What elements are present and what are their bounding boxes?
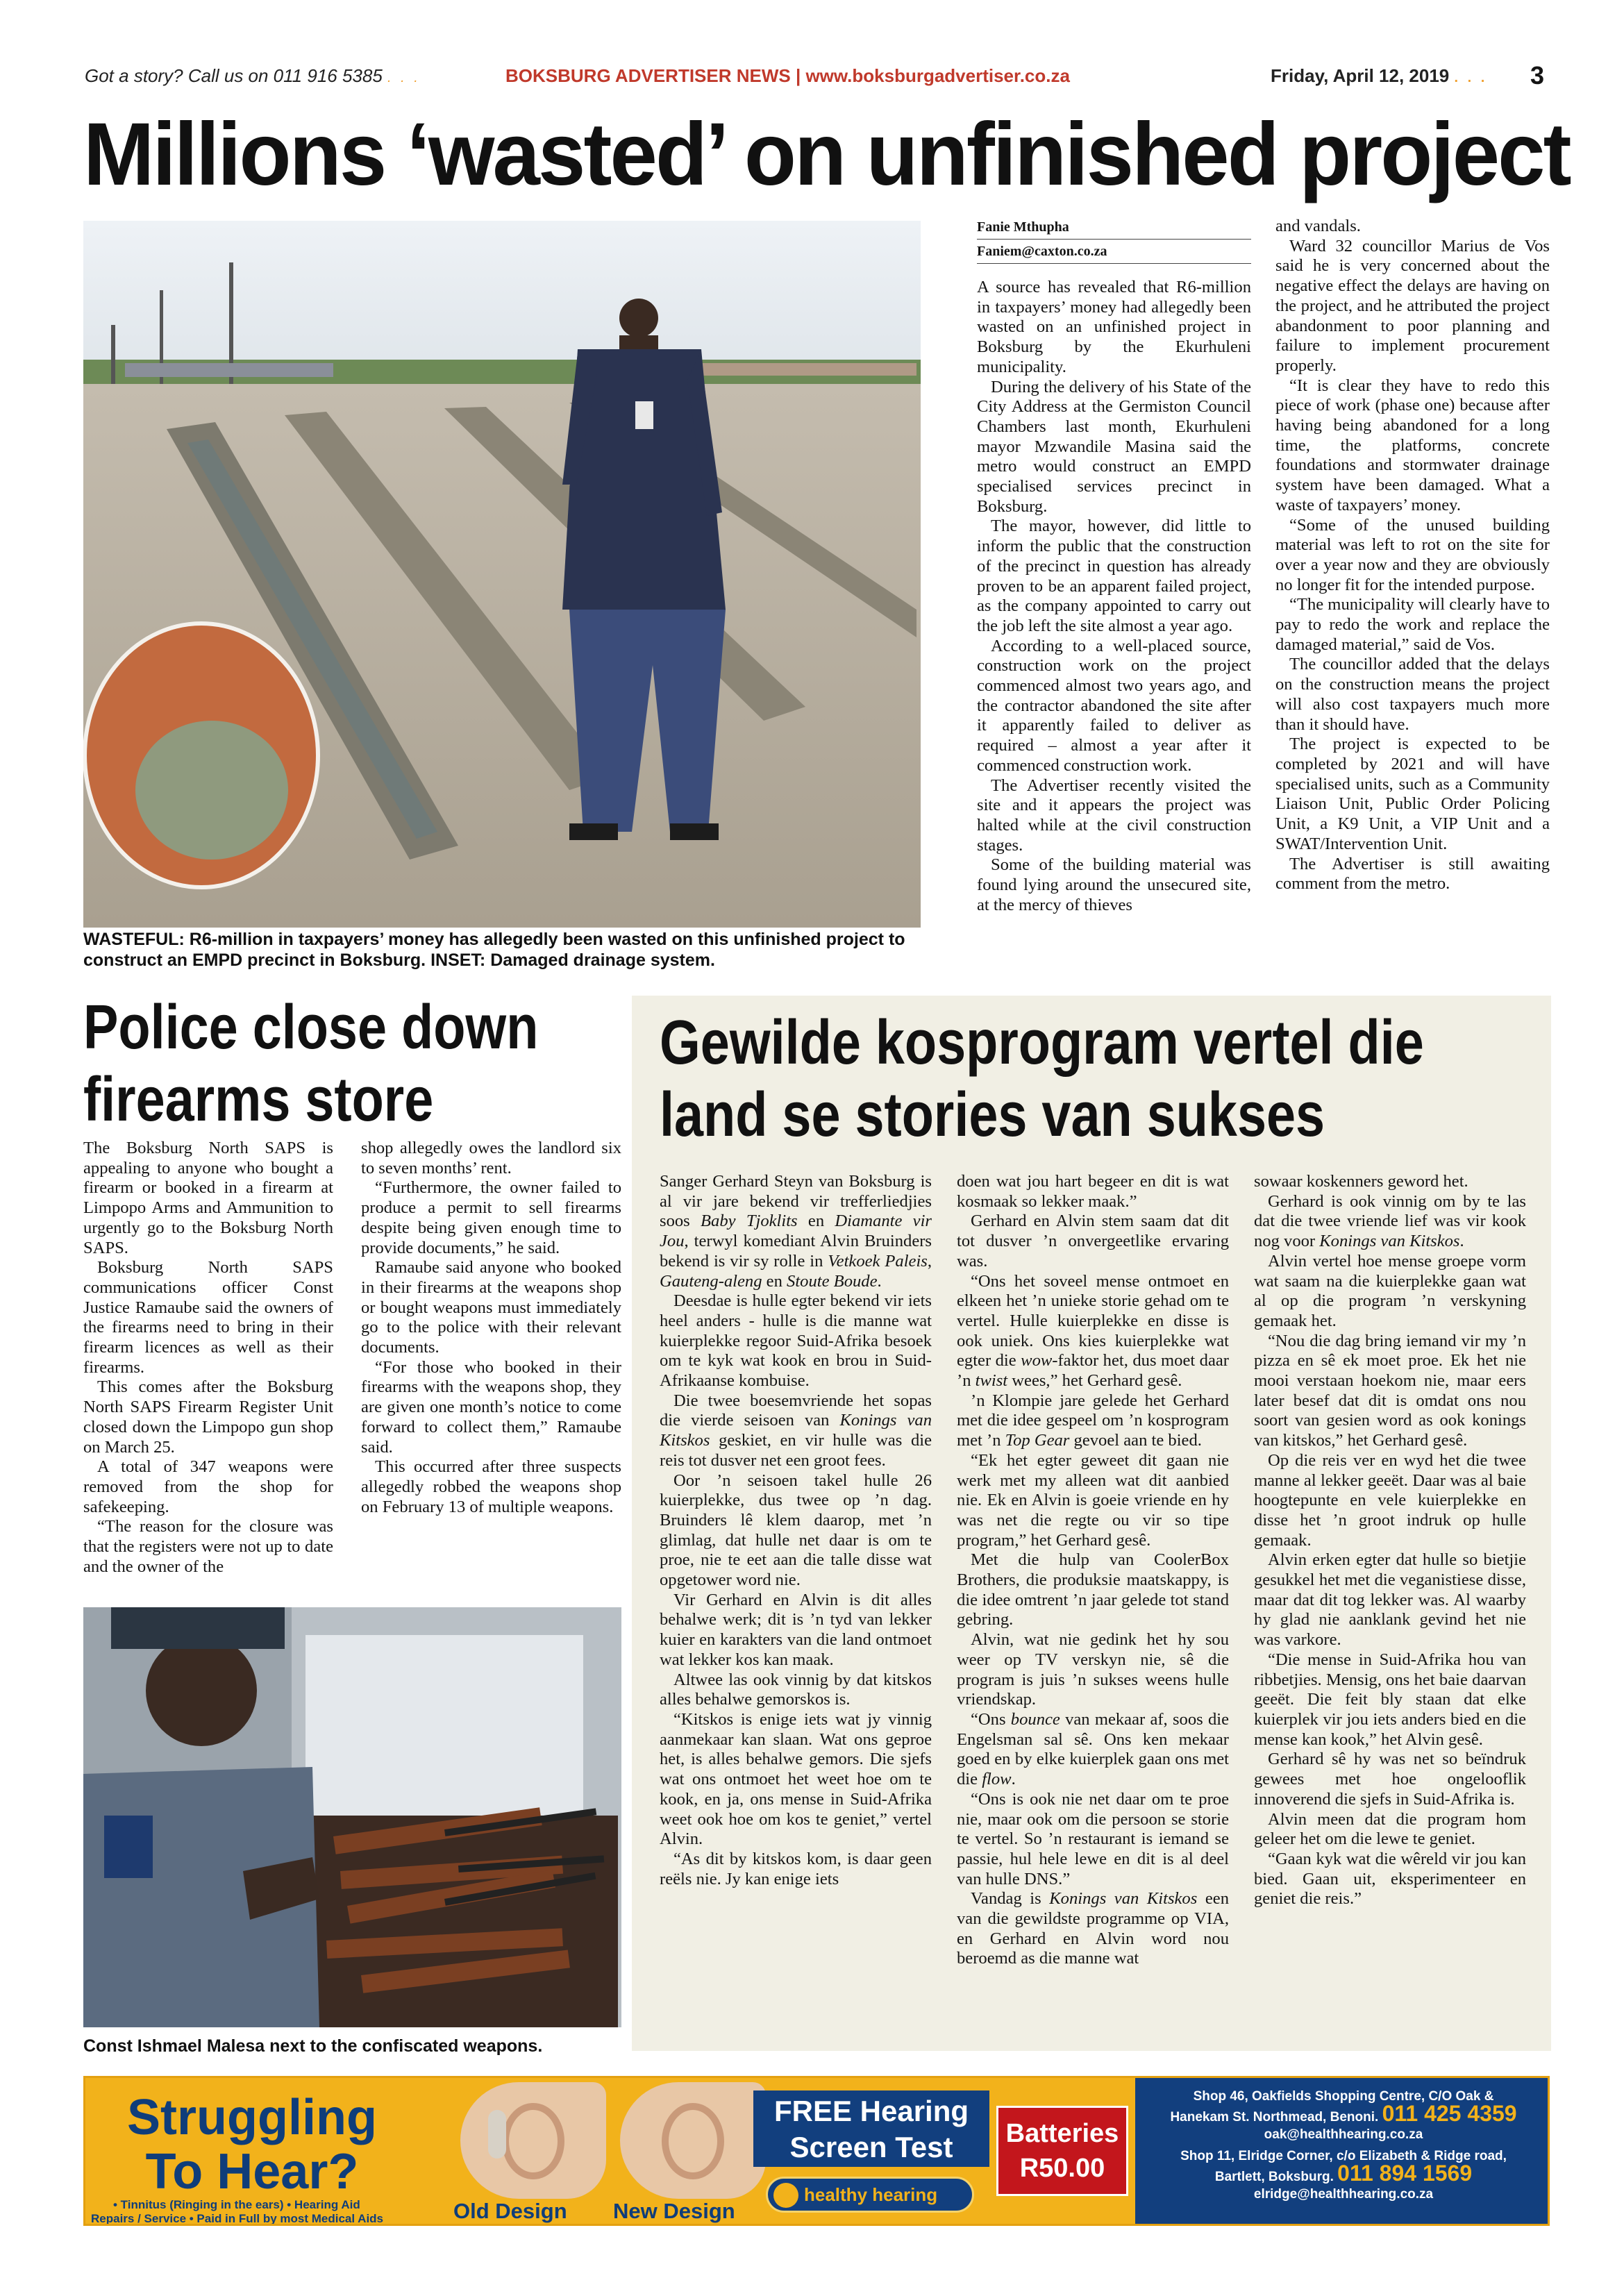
- paragraph: Altwee las ook vinnig by dat kitskos alles behalwe gemorskos is.: [660, 1670, 932, 1709]
- store-2-phone[interactable]: 011 894 1569: [1337, 2161, 1473, 2186]
- page-number: 3: [1530, 61, 1545, 90]
- paragraph: Gerhard sê hy was net so beïndruk gewees met hoe ongelooflik innoverend die sjefs in Suid-Afrika is.: [1254, 1750, 1526, 1809]
- paragraph: “Ek het egter geweet dit gaan nie werk met my alleen wat dit aanbied nie. Ek en Alvin is goeie vriende en hy was net die regte ou vir so tipe program,” het Gerhard gesê.: [957, 1450, 1229, 1550]
- paragraph: Deesdae is hulle egter bekend vir iets heel anders - hulle is die manne wat kuierplekke regoor Suid-Afrika besoek om te kyk wat kook en brou in Suid-Afrikaanse kombuise.: [660, 1291, 932, 1391]
- paragraph: The Advertiser is still awaiting comment from the metro.: [1275, 854, 1550, 894]
- free-test-line-1: FREE Hearing: [773, 2095, 969, 2127]
- paragraph: Sanger Gerhard Steyn van Boksburg is al vir jare bekend vir trefferliedjies soos Baby Tjoklits en Diamante vir Jou, terwyl komediant Alvin Bruinders bekend is vir sy rolle in Vetkoek Paleis, Gauteng-aleng en Stoute Boude.: [660, 1172, 932, 1291]
- ad-services-line-2: Repairs / Service • Paid in Full by most Medical Aids: [91, 2212, 384, 2225]
- batteries-price: R50.00: [1019, 2154, 1105, 2183]
- paragraph: “The municipality will clearly have to pay to redo the work and replace the damaged material,” said de Vos.: [1275, 595, 1550, 654]
- store-addresses: [1135, 2078, 1550, 2226]
- lead-headline: Millions ‘wasted’ on unfinished project: [83, 105, 1570, 204]
- paragraph: Alvin vertel hoe mense groepe vorm wat saam na die kuierplekke gaan wat al op die program ’n verskyning gemaak het.: [1254, 1251, 1526, 1330]
- paragraph: Ramaube said anyone who booked in their firearms at the weapons shop or bought weapons must immediately go to the police with their relevant documents.: [361, 1258, 621, 1357]
- paragraph: Alvin erken egter dat hulle so bietjie gesukkel het met die veganistiese disse, maar dat dit tog lekker was. Al waarby hy glad nie aanklank gevind het nie was varkore.: [1254, 1550, 1526, 1650]
- paragraph: A source has revealed that R6-million in taxpayers’ money had allegedly been wasted on an unfinished project in Boksburg by the Ekurhuleni municipality.: [977, 278, 1251, 376]
- store-2-address-line-2: Bartlett, Boksburg. 011 894 1569: [1214, 2161, 1473, 2186]
- afrikaans-column-3: [1254, 1172, 1526, 1909]
- paragraph: “As dit by kitskos kom, is daar geen reëls nie. Jy kan enige iets: [660, 1849, 932, 1888]
- paragraph: “Kitskos is enige iets wat jy vinnig aanmekaar kan slaan. Wat ons geproe het, is alles behalwe gemors. Die sjefs wat ons ontmoet het weet hoe om te kook, en ja, ons mense in Suid-Afrika weet ook hoe om kos te geniet,” vertel Alvin.: [660, 1709, 932, 1849]
- paragraph: doen wat jou hart begeer en dit is wat kosmaak so lekker maak.”: [957, 1172, 1229, 1211]
- paragraph: Die twee boesemvriende het sopas die vierde seisoen van Konings van Kitskos geskiet, en vir hulle was die reis tot dusver net een groot fees.: [660, 1391, 932, 1470]
- free-test-line-2: Screen Test: [789, 2131, 953, 2163]
- paragraph: Ward 32 councillor Marius de Vos said he is very concerned about the negative effect the delays are having on the project, and he attributed the project abandonment to poor planning and failure to implement procurement properly.: [1275, 236, 1550, 375]
- paragraph: The project is expected to be completed by 2021 and will have specialised units, such as a Community Liaison Unit, Public Order Policing Unit, a K9 Unit, a VIP Unit and a SWAT/Intervention Unit.: [1275, 735, 1550, 853]
- afrikaans-headline: Gewilde kosprogram vertel die land se stories van sukses: [660, 1008, 1424, 1150]
- ear-old-design-image: [460, 2082, 606, 2199]
- batteries-badge[interactable]: [996, 2106, 1128, 2196]
- paragraph: Boksburg North SAPS communications officer Const Justice Ramaube said the owners of the firearms need to bring in their firearm licences as well as their firearms.: [83, 1258, 333, 1377]
- ad-new-design-label: New Design: [613, 2199, 735, 2223]
- paragraph: Alvin, wat nie gedink het hy sou weer op TV verskyn nie, sê die program is juis ’n sukses weens hulle vriendskap.: [957, 1630, 1229, 1709]
- paragraph: Gerhard en Alvin stem saam dat dit tot dusver ’n onvergeetlike ervaring was.: [957, 1212, 1229, 1271]
- paragraph: and vandals.: [1275, 217, 1361, 235]
- lead-photo: [83, 221, 921, 928]
- free-test-box[interactable]: [753, 2090, 989, 2167]
- police-photo-caption: Const Ishmael Malesa next to the confiscated weapons.: [83, 2036, 543, 2056]
- logo-text: healthy hearing: [804, 2184, 938, 2205]
- ad-headline-line-1: Struggling: [127, 2090, 377, 2145]
- police-column-1: [83, 1139, 333, 1577]
- afrikaans-column-1: [660, 1172, 932, 1889]
- paragraph: Met die hulp van CoolerBox Brothers, die produksie maatskappy, is die idee omtrent ’n jaar gelede tot stand gebring.: [957, 1550, 1229, 1629]
- paragraph: sowaar koskenners geword het.: [1254, 1172, 1468, 1191]
- paragraph: According to a well-placed source, construction work on the project commenced almost two years ago, and the contractor abandoned the site after it apparently failed to deliver as required – almost a year after it commenced construction work.: [977, 636, 1251, 775]
- paragraph: “Some of the unused building material was left to rot on the site for over a year now and they are obviously no longer fit for the intended purpose.: [1275, 515, 1550, 594]
- lead-byline: [977, 215, 1251, 264]
- paragraph: The mayor, however, did little to inform the public that the construction of the precinct in question has already proven to be an apparent failed project, as the company appointed to carry out the job left the site almost a year ago.: [977, 517, 1251, 635]
- store-2-address-line-1: Shop 11, Elridge Corner, c/o Elizabeth & Ridge road,: [1180, 2149, 1507, 2163]
- batteries-label: Batteries: [1005, 2119, 1119, 2148]
- ad-services-line-1: • Tinnitus (Ringing in the ears) • Hearing Aid: [113, 2198, 360, 2211]
- folio-story-line: Got a story? Call us on 011 916 5385 . . .: [85, 65, 421, 86]
- paragraph: “Die mense in Suid-Afrika hou van ribbetjies. Mensig, ons het baie daarvan geeët. Die feit bly staan dat elke kuierplek vir jou iets anders bied en die mense kan kook,” het Alvin gesê.: [1254, 1650, 1526, 1749]
- store-1-address-line-2: Hanekam St. Northmead, Benoni. 011 425 4359: [1170, 2101, 1517, 2126]
- paragraph: During the delivery of his State of the City Address at the Germiston Council Chambers last month, Ekurhuleni mayor Mzwandile Masina said the metro would construct an EMPD specialised services precinct in Boksburg.: [977, 377, 1251, 516]
- paragraph: shop allegedly owes the landlord six to seven months’ rent.: [361, 1139, 621, 1178]
- byline-name: Fanie Mthupha: [977, 215, 1251, 240]
- paragraph: “The reason for the closure was that the registers were not up to date and the owner of the: [83, 1517, 333, 1576]
- ad-old-design-label: Old Design: [453, 2199, 567, 2223]
- folio-date: Friday, April 12, 2019 . . .: [1271, 65, 1488, 86]
- paragraph: “Ons het soveel mense ontmoet en elkeen het ’n unieke storie gehad om te vertel. Hulle kuierplekke en disse is ook uniek. Ons kies kuierplekke wat egter die wow-faktor het, dus moet daar ’n twist wees,” het Gerhard gesê.: [957, 1271, 1229, 1391]
- paragraph: Oor ’n seisoen takel hulle 26 kuierplekke, dus twee op ’n dag. Bruinders lê klem daarop, met ’n glimlag, dat hulle net daar is om te proe, nie te eet aan die talle disse wat opgetower word nie.: [660, 1470, 932, 1590]
- paragraph: “For those who booked in their firearms with the weapons shop, they are given one month’s notice to come forward to collect them,” Ramaube said.: [361, 1357, 621, 1457]
- paragraph: This occurred after three suspects allegedly robbed the weapons shop on February 13 of multiple weapons.: [361, 1457, 621, 1516]
- healthy-hearing-logo: [766, 2177, 974, 2213]
- paragraph: The Advertiser recently visited the site and it appears the project was halted while at the civil construction stages.: [977, 776, 1251, 855]
- lead-column-1: [977, 278, 1251, 916]
- logo-ear-icon: [773, 2183, 798, 2208]
- store-2-email[interactable]: elridge@healthhearing.co.za: [1253, 2187, 1434, 2202]
- paragraph: Alvin meen dat die program hom geleer het om die lewe te geniet.: [1254, 1809, 1526, 1849]
- paragraph: Vandag is Konings van Kitskos een van die gewildste programme op VIA, en Gerhard en Alvin word nou beroemd as die manne wat: [957, 1889, 1229, 1968]
- paragraph: A total of 347 weapons were removed from the shop for safekeeping.: [83, 1457, 333, 1516]
- paragraph: Some of the building material was found lying around the unsecured site, at the mercy of thieves: [977, 855, 1251, 914]
- store-1-phone[interactable]: 011 425 4359: [1382, 2101, 1517, 2126]
- police-column-2: [361, 1139, 621, 1517]
- paragraph: “Furthermore, the owner failed to produce a permit to sell firearms despite being given enough time to provide documents,” he said.: [361, 1178, 621, 1257]
- afrikaans-column-2: [957, 1172, 1229, 1969]
- byline-email[interactable]: Faniem@caxton.co.za: [977, 240, 1251, 264]
- paragraph: The councillor added that the delays on the construction means the project will also cost taxpayers much more than it should have.: [1275, 655, 1550, 734]
- paragraph: Op die reis ver en wyd het die twee manne al lekker geeët. Daar was al baie hoogtepunte en vele kuierplekke en disse het ’n groot indruk op hulle gemaak.: [1254, 1450, 1526, 1550]
- hearing-advert[interactable]: [83, 2076, 1550, 2226]
- ear-new-design-image: [620, 2082, 766, 2199]
- ad-headline-line-2: To Hear?: [145, 2144, 359, 2199]
- paragraph: “Gaan kyk wat die wêreld vir jou kan bied. Gaan uit, eksperimenteer en geniet die reis.”: [1254, 1849, 1526, 1909]
- paragraph: “Ons is ook nie net daar om te proe nie, maar ook om die persoon se storie te vertel. So ’n restaurant is iemand se passie, hul hele lewe en dit is al deel van hulle DNS.”: [957, 1789, 1229, 1888]
- paragraph: “Nou die dag bring iemand vir my ’n pizza en sê ek moet proe. Ek het nie mooi verstaan hoekom nie, maar eers later besef dat dit is omdat ons nou soort van gesien word as ook konings van kitskos,” het Gerhard gesê.: [1254, 1331, 1526, 1450]
- folio-masthead[interactable]: BOKSBURG ADVERTISER NEWS | www.boksburgadvertiser.co.za: [505, 65, 1070, 86]
- paragraph: Vir Gerhard en Alvin is dit alles behalwe werk; dit is ’n tyd van lekker kuier en karakters van die land ontmoet wat lekker kos kan maak.: [660, 1590, 932, 1669]
- paragraph: “It is clear they have to redo this piece of work (phase one) because after having being abandoned for a long time, the platforms, concrete foundations and stormwater drainage system have been damaged. What a waste of taxpayers’ money.: [1275, 376, 1550, 514]
- paragraph: The Boksburg North SAPS is appealing to anyone who bought a firearm or booked in a firearm at Limpopo Arms and Ammunition to urgently go to the Boksburg North SAPS.: [83, 1139, 333, 1257]
- store-1-address-line-1: Shop 46, Oakfields Shopping Centre, C/O Oak &: [1193, 2089, 1494, 2104]
- paragraph: “Ons bounce van mekaar af, soos die Engelsman sal sê. Ons ken mekaar goed en by elke kuierplek gaan ons met die flow.: [957, 1709, 1229, 1789]
- paragraph: Gerhard is ook vinnig om by te las dat die twee vriende lief was vir kook nog voor Konings van Kitskos.: [1254, 1191, 1526, 1251]
- police-photo: [83, 1607, 621, 2027]
- lead-photo-caption: WASTEFUL: R6-million in taxpayers’ money has allegedly been wasted on this unfinished project to construct an EMPD precinct in Boksburg. INSET: Damaged drainage system.: [83, 930, 905, 970]
- paragraph: This comes after the Boksburg North SAPS Firearm Register Unit closed down the Limpopo gun shop on March 25.: [83, 1377, 333, 1457]
- paragraph: ’n Klompie jare gelede het Gerhard met die idee gespeel om ’n kosprogram met ’n Top Gear gevoel aan te bied.: [957, 1391, 1229, 1450]
- lead-column-2: [1275, 217, 1550, 894]
- store-1-email[interactable]: oak@healthhearing.co.za: [1264, 2127, 1423, 2142]
- police-headline: Police close down firearms store: [83, 993, 539, 1134]
